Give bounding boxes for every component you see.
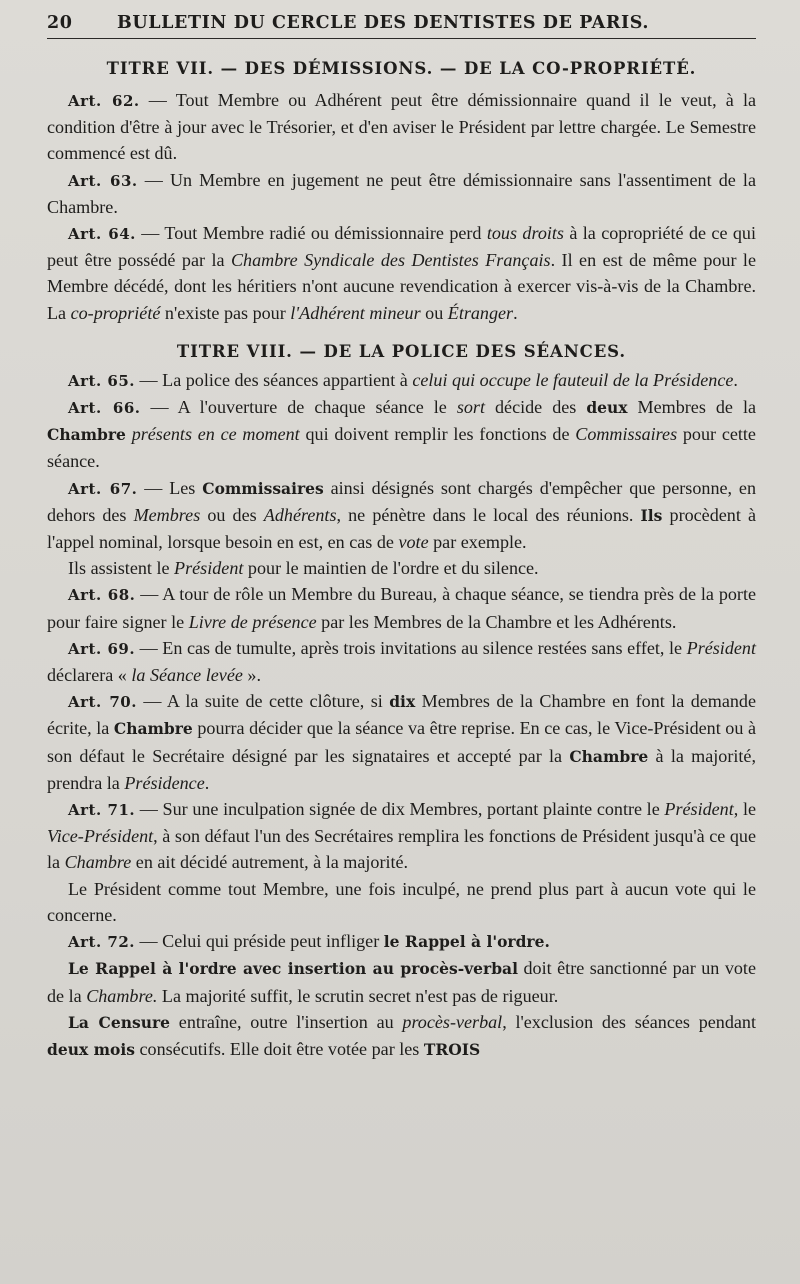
article-number: Art. 62. bbox=[68, 92, 140, 110]
running-head bbox=[47, 8, 756, 38]
article-number: Art. 71. bbox=[68, 801, 136, 820]
article-64: Art. 64. — Tout Membre radié ou démissionnaire perd tous droits à la copropriété de ce qui peut être possédé par la Chambre Syndicale des Dentistes Français. Il en est de même pour le Membre décédé, dont les héritiers n'ont aucune revendication à exercer vis-à-vis de la Chambre. La co-propriété n'existe pas pour l'Adhérent mineur ou Étranger. bbox=[47, 223, 756, 323]
article-62: Art. 62. — Tout Membre ou Adhérent peut être démissionnaire quand il le veut, à la condition d'être à jour avec le Trésorier, et d'en aviser le Président par lettre chargée. Le Semestre commencé est dû. bbox=[47, 90, 756, 164]
article-72: Art. 72. — Celui qui préside peut infliger le Rappel à l'ordre. bbox=[68, 931, 550, 952]
header-rule bbox=[47, 38, 756, 39]
article-67: Art. 67. — Les Commissaires ainsi désignés sont chargés d'empêcher que personne, en dehors des Membres ou des Adhérents, ne pénètre dans le local des réunions. Ils procèdent à l'appel nominal, lorsque besoin en est, en cas de vote par exemple. bbox=[47, 477, 756, 553]
page-number: 20 bbox=[47, 13, 73, 33]
article-67-continuation: Ils assistent le Président pour le maintien de l'ordre et du silence. bbox=[68, 558, 539, 579]
article-65: Art. 65. — La police des séances appartient à celui qui occupe le fauteuil de la Présidence. bbox=[68, 369, 738, 390]
article-number: Art. 70. bbox=[68, 693, 137, 712]
article-66: Art. 66. — A l'ouverture de chaque séance le sort décide des deux Membres de la Chambre présents en ce moment qui doivent remplir les fonctions de Commissaires pour cette séance. bbox=[47, 397, 757, 472]
article-71-continuation: Le Président comme tout Membre, une fois inculpé, ne prend plus part à aucun vote qui le concerne. bbox=[47, 878, 756, 925]
titre-8-heading: TITRE VIII. — DE LA POLICE DES SÉANCES. bbox=[176, 341, 627, 361]
article-number: Art. 64. bbox=[68, 225, 136, 244]
article-number: Art. 67. bbox=[68, 479, 138, 498]
titre-7-heading: TITRE VII. — DES DÉMISSIONS. — DE LA CO-PROPRIÉTÉ. bbox=[106, 59, 697, 78]
article-number: Art. 72. bbox=[68, 933, 136, 952]
journal-title: BULLETIN DU CERCLE DES DENTISTES DE PARIS. bbox=[117, 13, 650, 33]
article-63: Art. 63. — Un Membre en jugement ne peut être démissionnaire sans l'assentiment de la Chambre. bbox=[47, 169, 756, 217]
article-number: Art. 68. bbox=[68, 586, 136, 605]
article-number: Art. 66. bbox=[68, 399, 141, 418]
article-number: Art. 69. bbox=[68, 639, 136, 658]
article-number: Art. 63. bbox=[68, 171, 138, 190]
article-72-rappel: Le Rappel à l'ordre avec insertion au procès-verbal doit être sanctionné par un vote de la Chambre. La majorité suffit, le scrutin secret n'est pas de rigueur. bbox=[47, 958, 756, 1006]
article-71: Art. 71. — Sur une inculpation signée de dix Membres, portant plainte contre le Président, le Vice-Président, à son défaut l'un des Secrétaires remplira les fonctions de Président jusqu'à ce que la Chambre en ait décidé autrement, à la majorité. bbox=[47, 799, 756, 873]
article-number: Art. 65. bbox=[68, 371, 136, 390]
article-69: Art. 69. — En cas de tumulte, après trois invitations au silence restées sans effet, le Président déclarera « la Séance levée ». bbox=[47, 637, 756, 686]
article-68: Art. 68. — A tour de rôle un Membre du Bureau, à chaque séance, se tiendra près de la porte pour faire signer le Livre de présence par les Membres de la Chambre et les Adhérents. bbox=[47, 584, 756, 632]
article-70: Art. 70. — A la suite de cette clôture, si dix Membres de la Chambre en font la demande écrite, la Chambre pourra décider que la séance va être reprise. En ce cas, le Vice-Président ou à son défaut le Secrétaire désigné par les signataires et accepté par la Chambre à la majorité, prendra la Présidence. bbox=[47, 691, 756, 793]
article-72-censure: La Censure entraîne, outre l'insertion au procès-verbal, l'exclusion des séances pendant deux mois consécutifs. Elle doit être votée par les TROIS bbox=[47, 1011, 756, 1059]
